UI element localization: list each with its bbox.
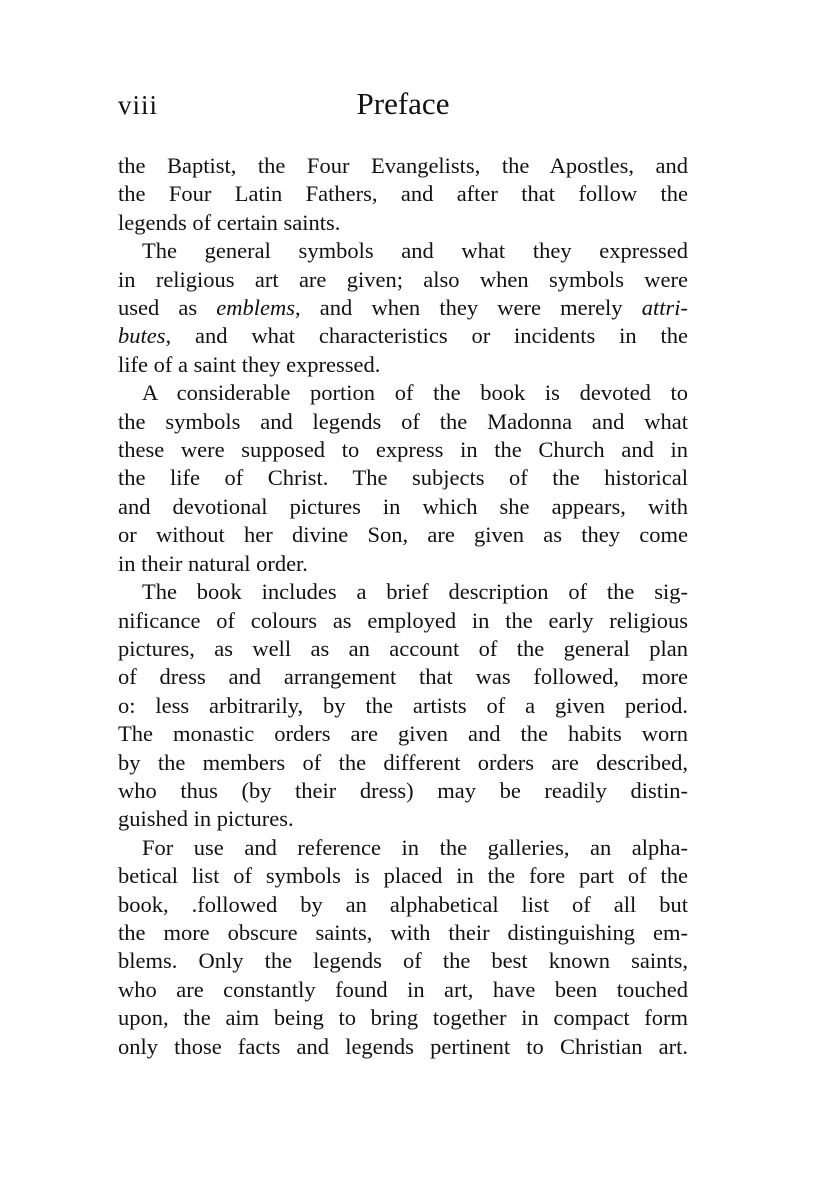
text-line: the life of Christ. The subjects of the historical (118, 465, 688, 491)
text-line: who are constantly found in art, have been touched (118, 976, 688, 1002)
text-line (118, 294, 688, 322)
text-line: nificance of colours as employed in the early religious (118, 607, 688, 633)
text-line: betical list of symbols is placed in the fore part of the (118, 863, 688, 889)
text-line (118, 322, 688, 350)
running-head (118, 86, 688, 136)
text-line: For use and reference in the galleries, an alpha- (142, 834, 688, 860)
preface-body (118, 152, 688, 1061)
text-fragment: used as (118, 295, 217, 321)
text-line: or without her divine Son, are given as they come (118, 522, 688, 548)
text-line: book, .followed by an alphabetical list of all but (118, 891, 688, 917)
text-line: the more obscure saints, with their distinguishing em- (118, 919, 688, 945)
text-line: life of a saint they expressed. (118, 351, 381, 377)
paragraph-5 (118, 834, 688, 1061)
italic-term-emblems: emblems (216, 295, 296, 321)
text-fragment: , and what characteristics or incidents in the (165, 323, 688, 349)
text-line: upon, the aim being to bring together in compact form (118, 1005, 688, 1031)
text-line: the symbols and legends of the Madonna and what (118, 408, 688, 434)
text-line: blems. Only the legends of the best known saints, (118, 948, 688, 974)
text-line: The book includes a brief description of the sig- (142, 579, 688, 605)
paragraph-1 (118, 152, 688, 237)
text-line: of dress and arrangement that was followed, more (118, 664, 688, 690)
text-line: in their natural order. (118, 550, 308, 576)
page-title: Preface (356, 86, 450, 121)
text-line: these were supposed to express in the Church and in (118, 437, 688, 463)
text-line: and devotional pictures in which she appears, with (118, 493, 688, 519)
text-line: The monastic orders are given and the habits worn (118, 721, 688, 747)
text-line: the Four Latin Fathers, and after that follow the (118, 181, 688, 207)
text-line: in religious art are given; also when symbols were (118, 266, 688, 292)
text-line: who thus (by their dress) may be readily distin- (118, 777, 688, 803)
text-line: o: less arbitrarily, by the artists of a given period. (118, 692, 688, 718)
page-number: viii (118, 90, 159, 120)
text-line: by the members of the different orders are described, (118, 749, 688, 775)
paragraph-2 (118, 237, 688, 379)
paragraph-4 (118, 578, 688, 834)
text-line: guished in pictures. (118, 806, 294, 832)
italic-term-attributes-start: attri- (641, 295, 688, 321)
text-fragment: , and when they were merely (295, 295, 642, 321)
text-line: The general symbols and what they expressed (142, 238, 688, 264)
text-line: only those facts and legends pertinent to Christian art. (118, 1033, 688, 1059)
text-line: pictures, as well as an account of the general plan (118, 635, 688, 661)
text-line: legends of certain saints. (118, 209, 341, 235)
paragraph-3 (118, 379, 688, 578)
text-line: A considerable portion of the book is devoted to (142, 380, 688, 406)
italic-term-attributes-end: butes (118, 323, 166, 349)
text-line: the Baptist, the Four Evangelists, the Apostles, and (118, 153, 688, 178)
